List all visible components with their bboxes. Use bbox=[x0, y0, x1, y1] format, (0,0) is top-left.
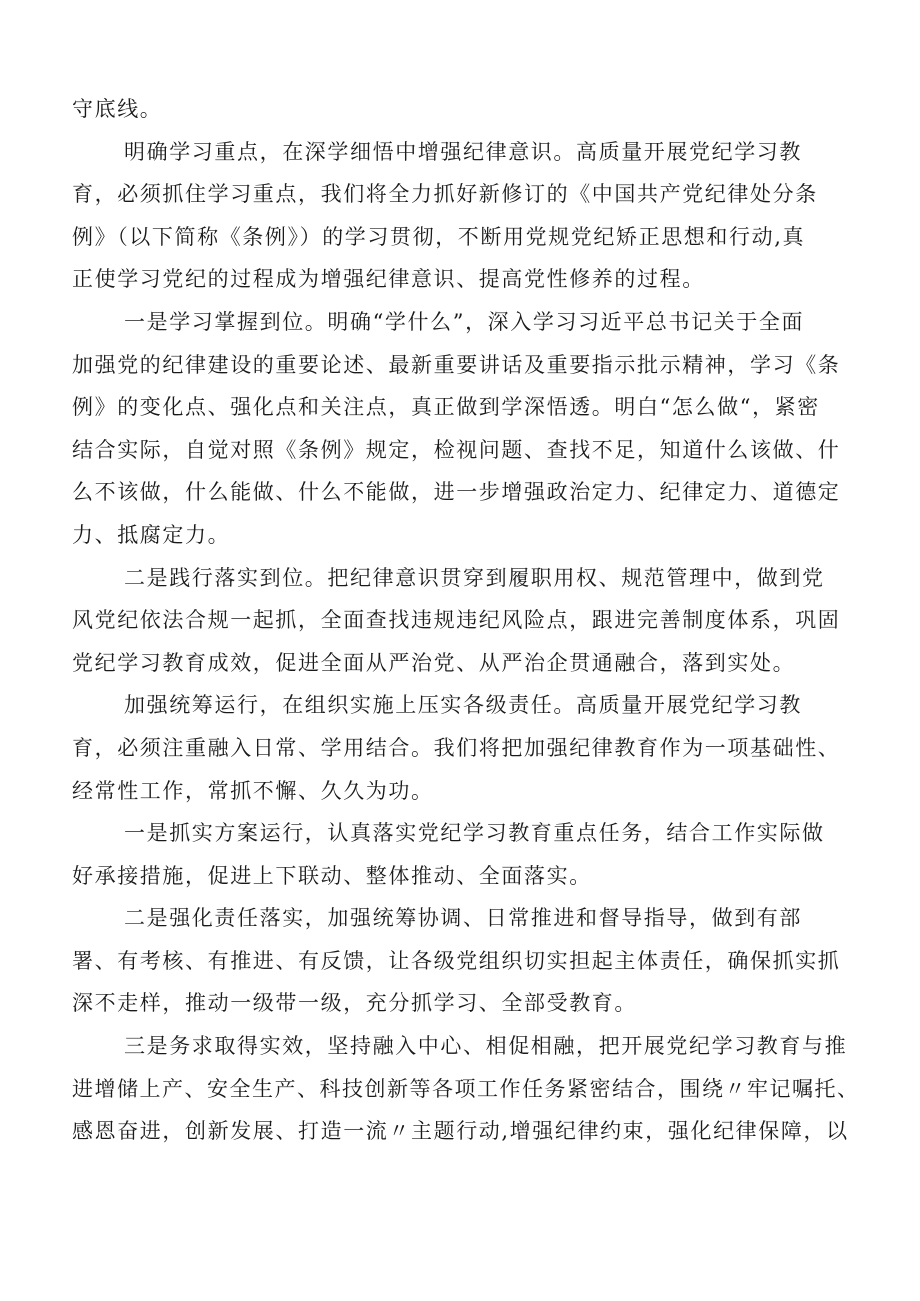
text-line: 正使学习党纪的过程成为增强纪律意识、提高党性修养的过程。 bbox=[72, 267, 705, 292]
document-body bbox=[72, 88, 862, 1153]
text-line: 例》的变化点、强化点和关注点，真正做到学深悟透。明白“怎么做“，紧密 bbox=[72, 395, 820, 420]
text-line: 三是务求取得实效，坚持融入中心、相促相融，把开展党纪学习教育与推 bbox=[124, 1034, 848, 1059]
text-line: 风党纪依法合规一起抓，全面查找违规违纪风险点，跟进完善制度体系，巩固 bbox=[72, 608, 841, 633]
text-line: 么不该做，什么能做、什么不能做，进一步增强政治定力、纪律定力、道德定 bbox=[72, 480, 841, 505]
text-line: 加强党的纪律建设的重要论述、最新重要讲话及重要指示批示精神，学习《条 bbox=[72, 352, 841, 377]
text-line: 结合实际，自觉对照《条例》规定，检视问题、查找不足，知道什么该做、什 bbox=[72, 437, 841, 462]
text-line: 加强统筹运行，在组织实施上压实各级责任。高质量开展党纪学习教 bbox=[124, 693, 802, 718]
text-line: 进增储上产、安全生产、科技创新等各项工作任务紧密结合，围绕〃牢记嘱托、 bbox=[72, 1076, 860, 1101]
text-line: 一是抓实方案运行，认真落实党纪学习教育重点任务，结合工作实际做 bbox=[124, 821, 825, 846]
text-line: 党纪学习教育成效，促进全面从严治党、从严治企贯通融合，落到实处。 bbox=[72, 650, 796, 675]
text-line: 育，必须抓住学习重点，我们将全力抓好新修订的《中国共产党纪律处分条 bbox=[72, 182, 818, 207]
text-line: 署、有考核、有推进、有反馈，让各级党组织切实担起主体责任，确保抓实抓 bbox=[72, 948, 841, 973]
text-line: 例》（以下简称《条例》）的学习贯彻，不断用党规党纪矫正思想和行动,真 bbox=[72, 224, 806, 249]
text-line: 好承接措施，促进上下联动、整体推动、全面落实。 bbox=[72, 863, 592, 888]
text-line: 深不走样，推动一级带一级，充分抓学习、全部受教育。 bbox=[72, 991, 637, 1016]
text-line: 一是学习掌握到位。明确“学什么”，深入学习习近平总书记关于全面 bbox=[124, 309, 805, 334]
text-line: 明确学习重点，在深学细悟中增强纪律意识。高质量开展党纪学习教 bbox=[124, 139, 802, 164]
text-line: 育，必须注重融入日常、学用结合。我们将把加强纪律教育作为一项基础性、 bbox=[72, 735, 841, 760]
text-line: 经常性工作，常抓不懈、久久为功。 bbox=[72, 778, 434, 803]
text-line: 感恩奋进，创新发展、打造一流〃主题行动,增强纪律约束，强化纪律保障，以 bbox=[72, 1119, 849, 1144]
text-line: 二是强化责任落实，加强统筹协调、日常推进和督导指导，做到有部 bbox=[124, 906, 802, 931]
text-line: 力、抵腐定力。 bbox=[72, 522, 231, 547]
text-line: 二是践行落实到位。把纪律意识贯穿到履职用权、规范管理中，做到党 bbox=[124, 565, 825, 590]
text-line: 守底线。 bbox=[72, 97, 163, 121]
